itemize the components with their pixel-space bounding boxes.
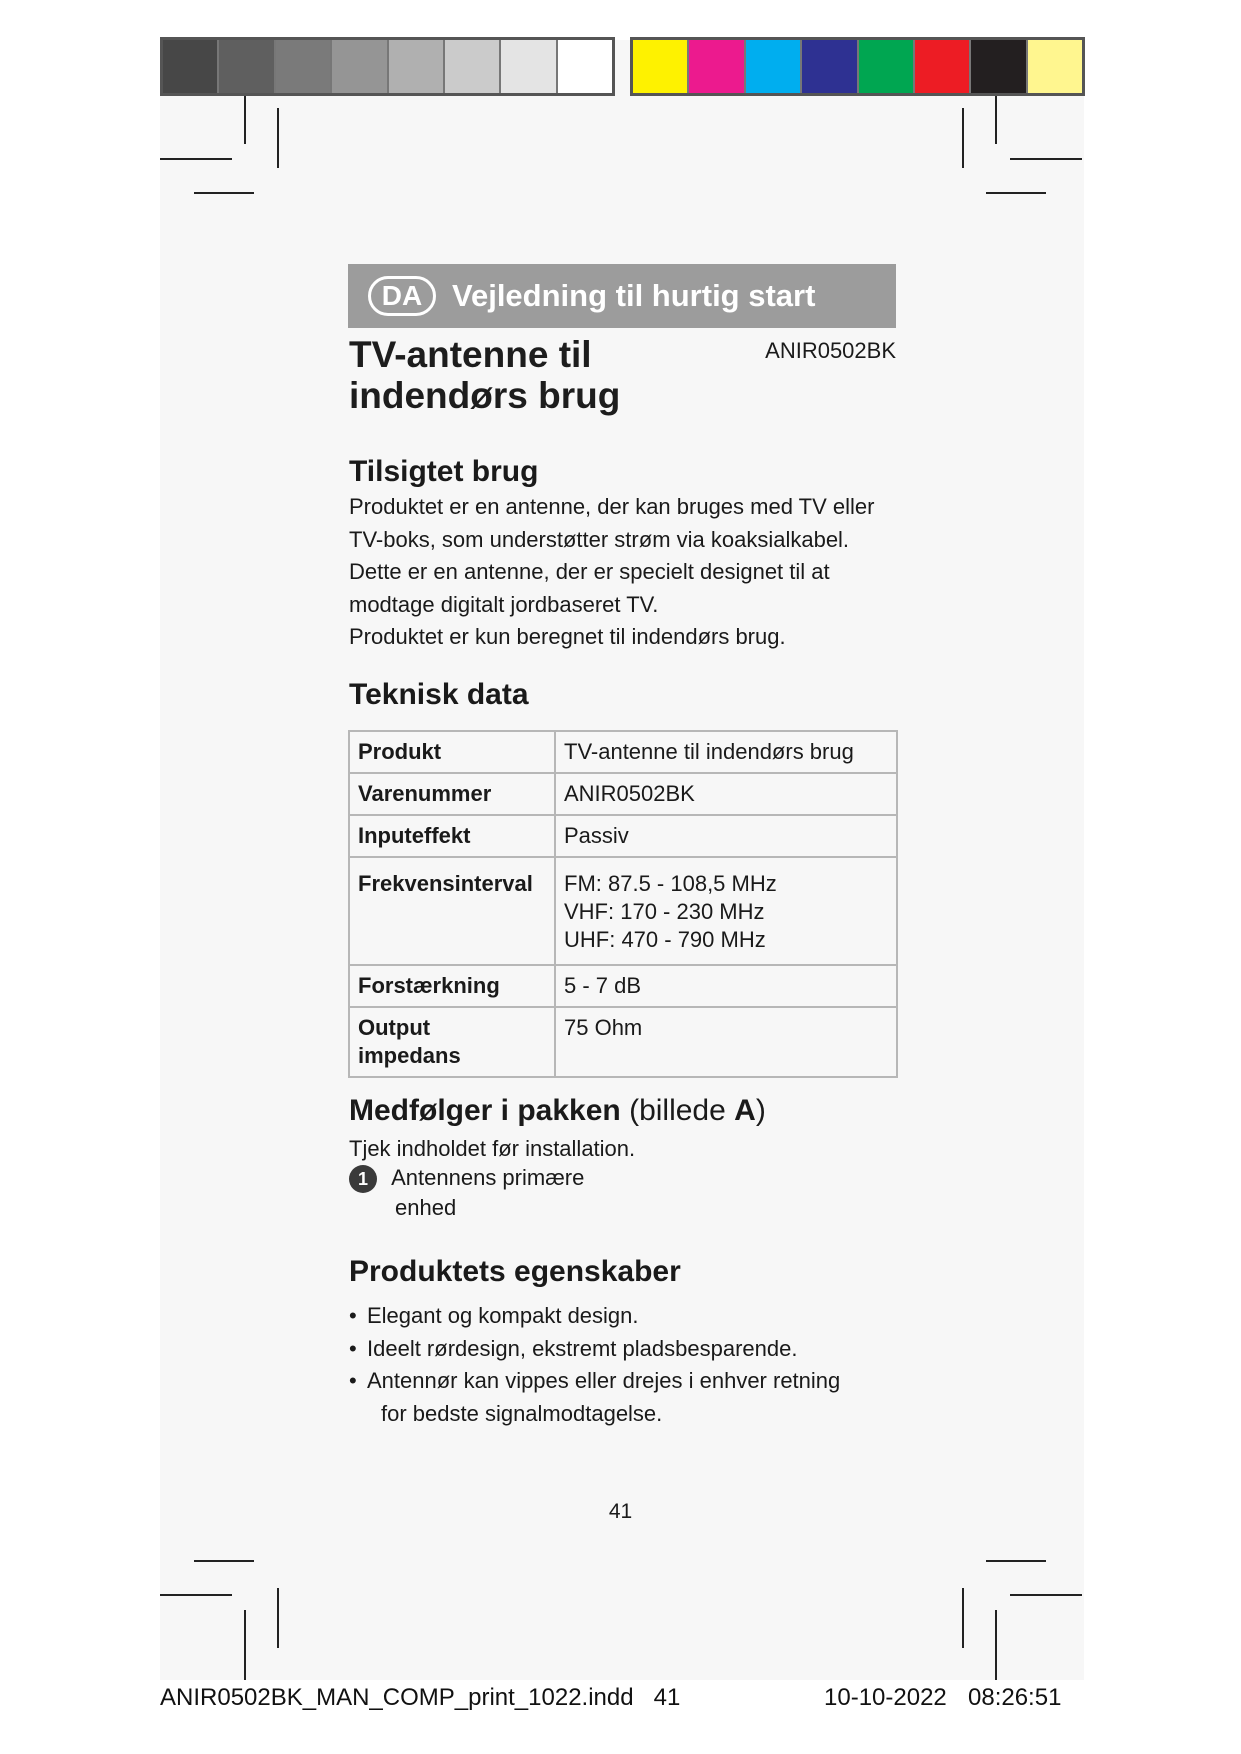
table-value: TV-antenne til indendørs brug <box>555 731 897 773</box>
language-banner <box>348 264 896 328</box>
package-heading <box>349 1094 766 1128</box>
slug-time: 08:26:51 <box>968 1684 1062 1711</box>
crop-mark <box>277 1588 279 1648</box>
intended-use-heading: Tilsigtet brug <box>349 455 539 488</box>
item-number-badge: 1 <box>349 1165 377 1193</box>
color-swatch <box>501 40 557 93</box>
color-swatch <box>689 40 745 93</box>
crop-mark <box>995 96 997 144</box>
table-value <box>555 857 897 965</box>
list-item: • Elegant og kompakt design. <box>349 1300 909 1333</box>
package-intro: Tjek indholdet før installation. <box>349 1136 636 1161</box>
color-swatch <box>746 40 802 93</box>
color-swatch <box>332 40 388 93</box>
model-number: ANIR0502BK <box>765 338 896 363</box>
tech-data-heading: Teknisk data <box>349 678 529 711</box>
heading-bold: Medfølger i pakken <box>349 1094 621 1127</box>
color-swatch <box>859 40 915 93</box>
color-swatch <box>915 40 971 93</box>
crop-mark <box>1010 1594 1082 1596</box>
frequency-line: FM: 87.5 - 108,5 MHz <box>564 871 777 896</box>
page-number: 41 <box>608 1500 633 1523</box>
language-badge: DA <box>368 276 436 316</box>
label-line: Output <box>358 1015 431 1040</box>
color-swatch <box>445 40 501 93</box>
banner-title: Vejledning til hurtig start <box>452 278 816 313</box>
table-value: Passiv <box>555 815 897 857</box>
color-swatch <box>163 40 219 93</box>
frequency-line: UHF: 470 - 790 MHz <box>564 927 766 952</box>
table-row <box>349 815 897 857</box>
table-value: 5 - 7 dB <box>555 965 897 1007</box>
table-label: Produkt <box>349 731 555 773</box>
list-item-text: Antennør kan vippes eller drejes i enhver retning <box>367 1368 841 1393</box>
table-label: Frekvensinterval <box>349 857 555 965</box>
color-swatch <box>633 40 689 93</box>
crop-mark <box>962 108 964 168</box>
color-swatch <box>219 40 275 93</box>
crop-mark <box>194 1560 254 1562</box>
crop-mark <box>244 1610 246 1680</box>
table-value: 75 Ohm <box>555 1007 897 1077</box>
heading-bold: A <box>734 1094 756 1127</box>
frequency-line: VHF: 170 - 230 MHz <box>564 899 765 924</box>
crop-mark <box>986 192 1046 194</box>
text-line: TV-boks, som understøtter strøm via koaksialkabel. <box>349 526 850 552</box>
color-swatch <box>389 40 445 93</box>
grayscale-color-bar <box>160 37 615 96</box>
crop-mark <box>962 1588 964 1648</box>
list-item-text: for bedste signalmodtagelse. <box>381 1400 663 1426</box>
process-color-bar <box>630 37 1085 96</box>
table-label: Inputeffekt <box>349 815 555 857</box>
text-line: Produktet er en antenne, der kan bruges med TV eller <box>349 494 875 519</box>
table-row <box>349 857 897 965</box>
crop-mark <box>986 1560 1046 1562</box>
table-label: Varenummer <box>349 773 555 815</box>
table-row <box>349 1007 897 1077</box>
crop-mark <box>160 158 232 160</box>
crop-mark <box>995 1610 997 1680</box>
list-item: • Ideelt rørdesign, ekstremt pladsbesparende. <box>349 1333 909 1366</box>
list-item <box>349 1365 909 1430</box>
table-row <box>349 773 897 815</box>
table-label <box>349 1007 555 1077</box>
document-title: TV-antenne til indendørs brug <box>349 334 621 416</box>
text-line: Produktet er kun beregnet til indendørs brug. <box>349 624 786 649</box>
table-row <box>349 731 897 773</box>
text-line: modtage digitalt jordbaseret TV. <box>349 591 659 617</box>
heading-normal: ) <box>755 1094 766 1127</box>
text-line: Dette er en antenne, der er specielt designet til at <box>349 559 830 584</box>
crop-mark <box>194 192 254 194</box>
slug-filename: ANIR0502BK_MAN_COMP_print_1022.indd 41 <box>160 1684 681 1711</box>
slug-date: 10-10-2022 <box>824 1684 947 1711</box>
heading-normal: (billede <box>629 1094 735 1127</box>
table-value: ANIR0502BK <box>555 773 897 815</box>
color-swatch <box>802 40 858 93</box>
intended-use-text <box>349 491 909 654</box>
color-swatch <box>558 40 612 93</box>
item-text: Antennens primære <box>391 1165 585 1190</box>
color-swatch <box>276 40 332 93</box>
package-item <box>349 1163 909 1222</box>
crop-mark <box>160 1594 232 1596</box>
tech-data-table <box>348 730 898 1078</box>
features-list <box>349 1300 909 1430</box>
crop-mark <box>244 96 246 144</box>
label-line: impedans <box>358 1043 461 1068</box>
table-row <box>349 965 897 1007</box>
color-swatch <box>1028 40 1082 93</box>
table-label: Forstærkning <box>349 965 555 1007</box>
item-text: enhed <box>395 1195 457 1221</box>
features-heading: Produktets egenskaber <box>349 1255 681 1288</box>
crop-mark <box>277 108 279 168</box>
crop-mark <box>1010 158 1082 160</box>
color-swatch <box>971 40 1027 93</box>
